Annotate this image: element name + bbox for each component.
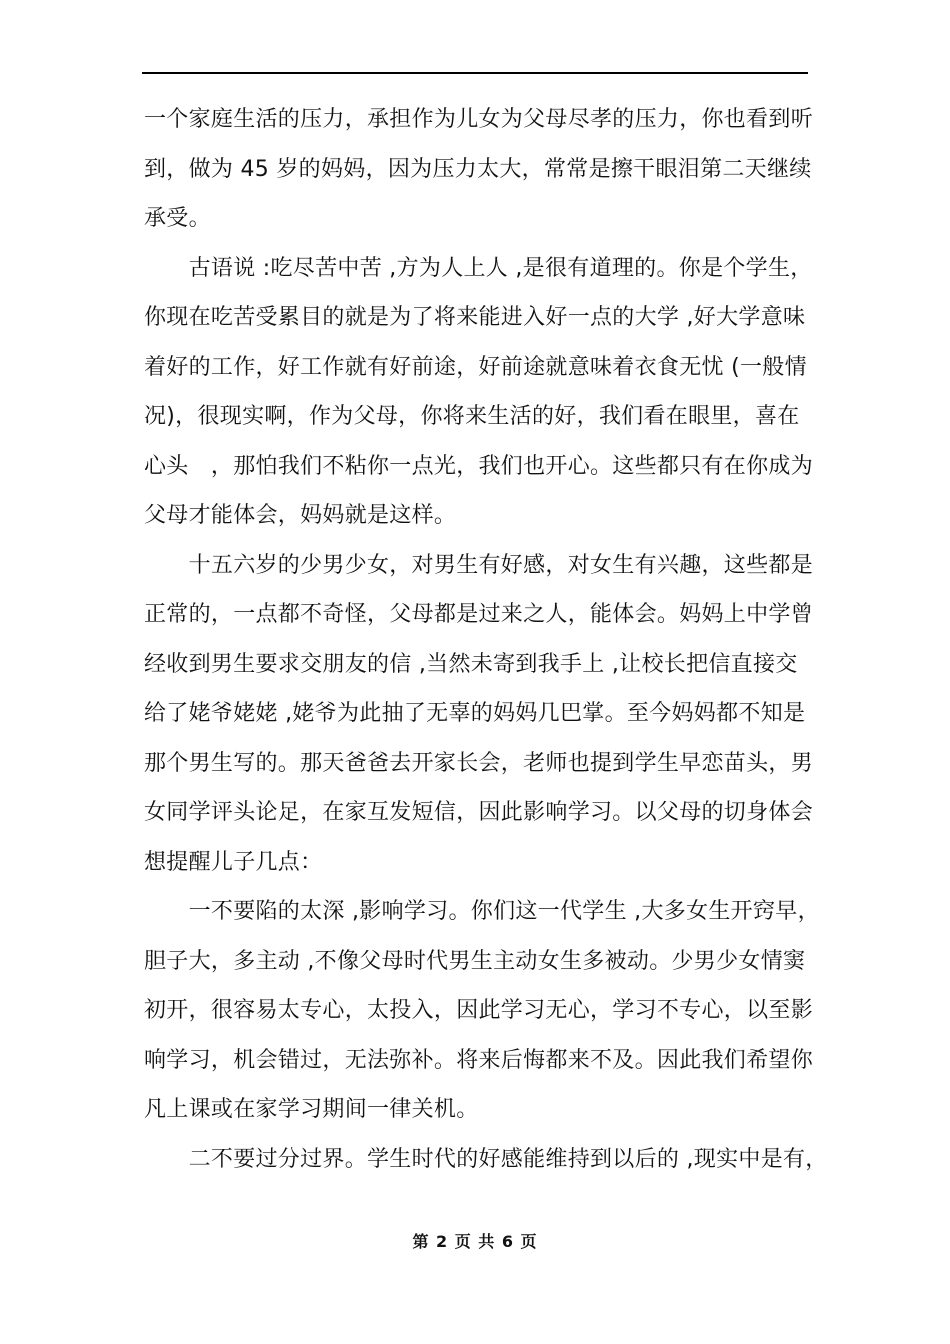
document-body bbox=[144, 95, 828, 1184]
text-line: 古语说 :吃尽苦中苦 ,方为人上人 ,是很有道理的。你是个学生， bbox=[144, 255, 813, 281]
text-line: 正常的，一点都不奇怪，父母都是过来之人，能体会。妈妈上中学曾 bbox=[144, 602, 814, 627]
text-line: 凡上课或在家学习期间一律关机。 bbox=[144, 1097, 479, 1122]
text-line: 初开，很容易太专心，太投入，因此学习无心，学习不专心，以至影 bbox=[144, 998, 814, 1023]
text-line: 着好的工作，好工作就有好前途，好前途就意味着衣食无忧 (一般情 bbox=[144, 354, 807, 380]
text-line: 十五六岁的少男少女，对男生有好感，对女生有兴趣，这些都是 bbox=[144, 552, 814, 578]
text-line: 况)，很现实啊，作为父母，你将来生活的好，我们看在眼里，喜在 bbox=[144, 404, 800, 429]
text-line: 经收到男生要求交朋友的信 ,当然未寄到我手上 ,让校长把信直接交 bbox=[144, 651, 798, 677]
text-line: 一不要陷的太深 ,影响学习。你们这一代学生 ,大多女生开窍早， bbox=[144, 899, 820, 924]
text-line: 你现在吃苦受累目的就是为了将来能进入好一点的大学 ,好大学意味 bbox=[144, 305, 806, 330]
text-line: 到，做为 45 岁的妈妈，因为压力太大，常常是擦干眼泪第二天继续 bbox=[144, 156, 812, 182]
text-line: 承受。 bbox=[144, 206, 211, 231]
text-line: 那个男生写的。那天爸爸去开家长会，老师也提到学生早恋苗头，男 bbox=[144, 750, 814, 776]
text-line: 想提醒儿子几点： bbox=[144, 849, 323, 875]
text-line: 给了姥爷姥姥 ,姥爷为此抽了无辜的妈妈几巴掌。至今妈妈都不知是 bbox=[144, 701, 806, 726]
page-number: 第 2 页 共 6 页 bbox=[412, 1232, 538, 1251]
text-line: 胆子大，多主动 ,不像父母时代男生主动女生多被动。少男少女情窦 bbox=[144, 948, 806, 974]
text-line: 父母才能体会，妈妈就是这样。 bbox=[144, 503, 457, 528]
text-line: 一个家庭生活的压力，承担作为儿女为父母尽孝的压力，你也看到听 bbox=[144, 107, 814, 132]
text-line: 响学习，机会错过，无法弥补。将来后悔都来不及。因此我们希望你 bbox=[144, 1047, 814, 1073]
text-line: 女同学评头论足，在家互发短信，因此影响学习。以父母的切身体会 bbox=[144, 800, 814, 825]
header-rule bbox=[142, 72, 808, 74]
text-line: 心头 ，那怕我们不粘你一点光，我们也开心。这些都只有在你成为 bbox=[144, 453, 814, 479]
text-line: 二不要过分过界。学生时代的好感能维持到以后的 ,现实中是有， bbox=[144, 1146, 828, 1172]
